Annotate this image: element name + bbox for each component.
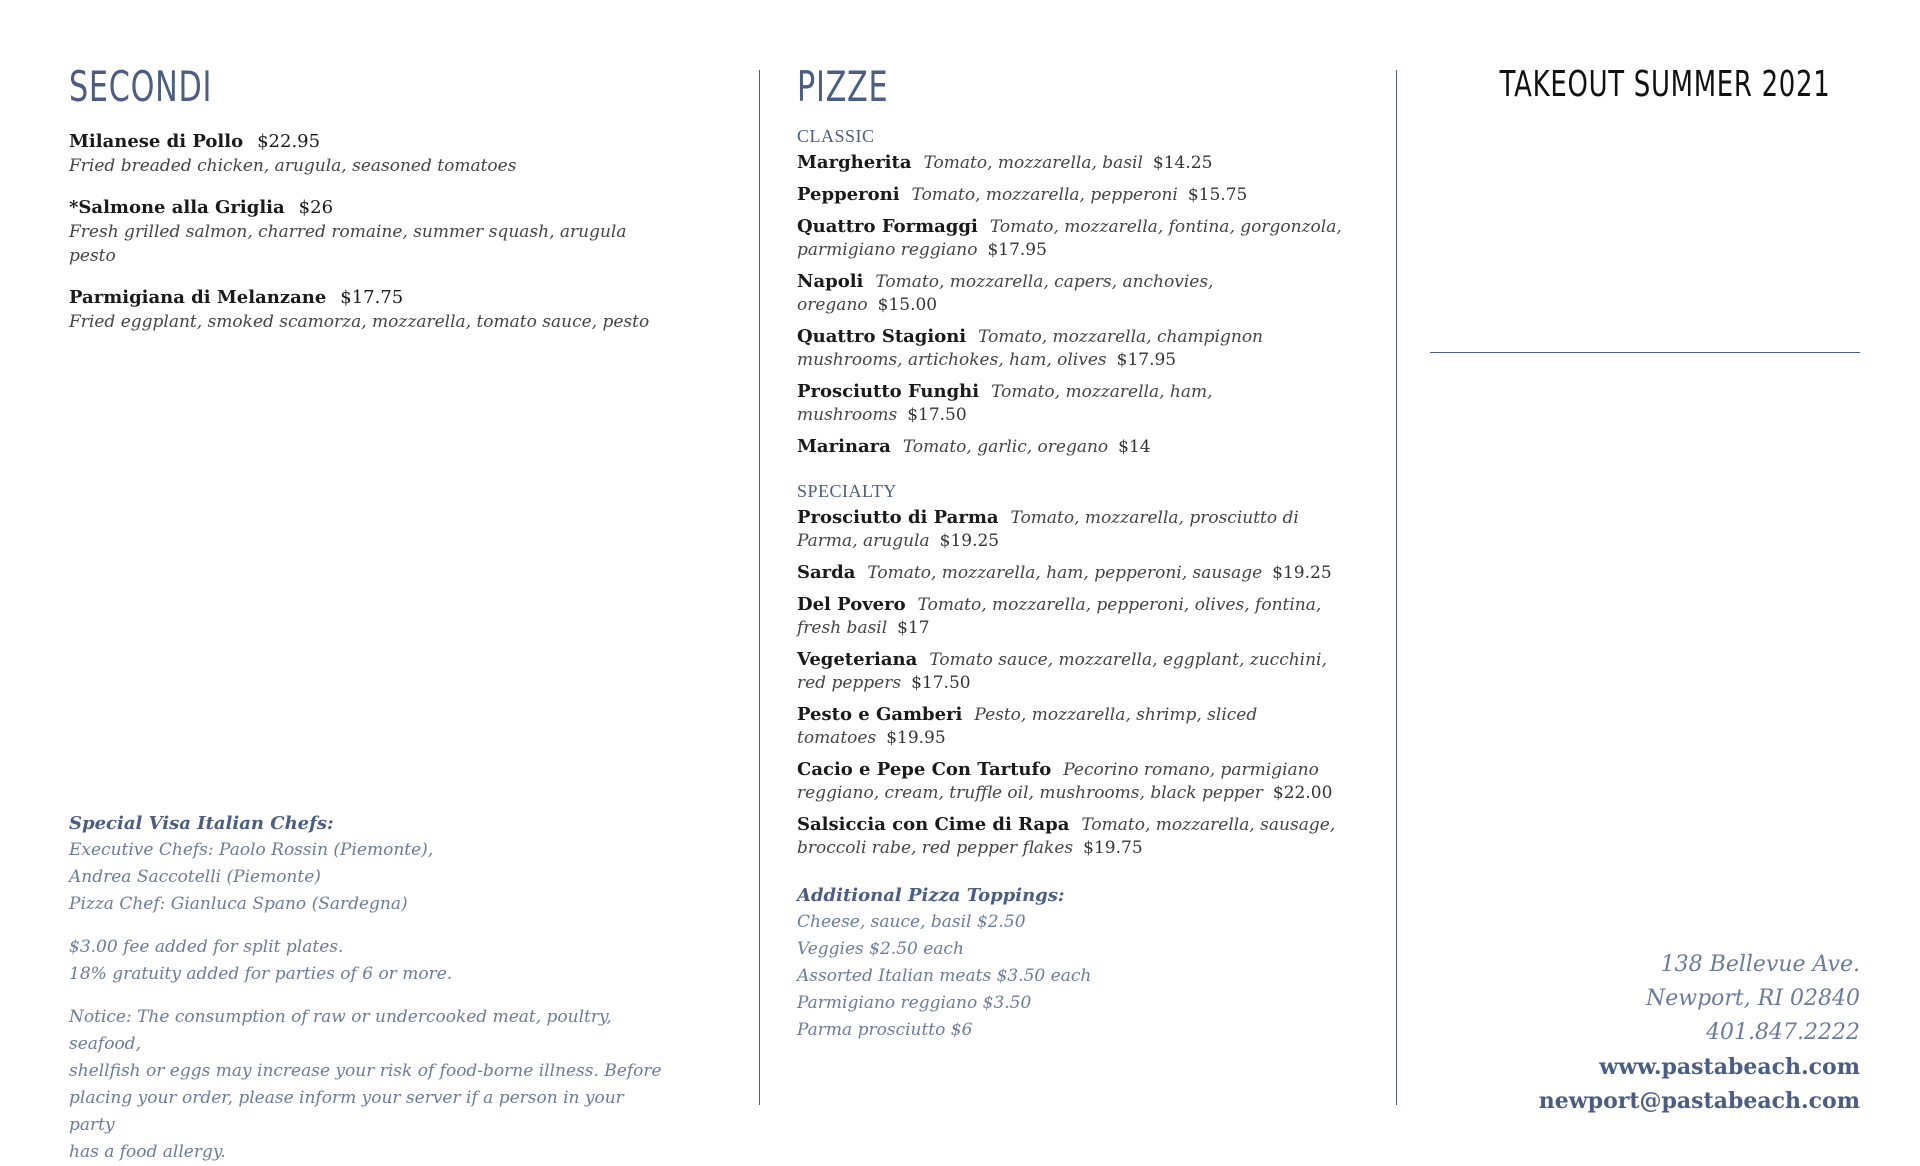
address-street: 138 Bellevue Ave. xyxy=(1660,952,1860,977)
item-price: $15.00 xyxy=(877,295,938,315)
chef-line: Executive Chefs: Paolo Rossin (Piemonte), xyxy=(69,840,434,860)
topping-line: Assorted Italian meats $3.50 each xyxy=(797,966,1092,986)
item-name: Pepperoni xyxy=(797,184,900,205)
item-name: Milanese di Pollo xyxy=(69,131,244,152)
notice-line: Notice: The consumption of raw or undercooked meat, poultry, seafood, xyxy=(69,1007,612,1054)
item-price: $17.50 xyxy=(911,673,971,693)
item-description: Pecorino romano, parmigiano reggiano, cream, truffle oil, mushrooms, black pepper xyxy=(797,760,1319,803)
item-price: $17.50 xyxy=(907,405,967,425)
menu-item xyxy=(69,196,669,268)
classic-pizza-list xyxy=(797,126,1357,459)
column-divider-2 xyxy=(1396,70,1397,1105)
item-description: Tomato, mozzarella, champignon mushrooms, artichokes, ham, olives xyxy=(797,327,1264,370)
item-name: Margherita xyxy=(797,152,912,173)
pizze-column xyxy=(797,0,1357,1044)
menu-item xyxy=(797,270,1357,317)
item-name: Vegeteriana xyxy=(797,649,918,670)
menu-item xyxy=(797,151,1357,175)
item-name: Pesto e Gamberi xyxy=(797,704,963,725)
menu-item xyxy=(797,648,1357,695)
item-name: *Salmone alla Griglia xyxy=(69,197,285,218)
menu-item xyxy=(797,380,1357,427)
item-price: $15.75 xyxy=(1187,185,1248,205)
email-link[interactable]: newport@pastabeach.com xyxy=(1538,1088,1860,1114)
topping-line: Veggies $2.50 each xyxy=(797,939,964,959)
item-price: $19.25 xyxy=(939,531,1000,551)
contact-block xyxy=(1539,948,1860,1118)
item-price: $14.25 xyxy=(1152,153,1213,173)
fee-line: 18% gratuity added for parties of 6 or more. xyxy=(69,964,453,984)
chefs-heading: Special Visa Italian Chefs: xyxy=(69,813,334,834)
item-description: Tomato, mozzarella, basil xyxy=(923,153,1143,173)
cover-column xyxy=(1430,0,1860,1166)
item-price: $22.00 xyxy=(1272,783,1333,803)
item-name: Marinara xyxy=(797,436,891,457)
fee-line: $3.00 fee added for split plates. xyxy=(69,937,344,957)
item-description: Tomato sauce, mozzarella, eggplant, zucchini, red peppers xyxy=(797,650,1327,693)
item-description: Tomato, mozzarella, ham, mushrooms xyxy=(797,382,1213,425)
secondi-list xyxy=(69,130,669,334)
item-description: Fried breaded chicken, arugula, seasoned tomatoes xyxy=(69,156,517,176)
notice-line: placing your order, please inform your server if a person in your party xyxy=(69,1088,624,1135)
item-name: Cacio e Pepe Con Tartufo xyxy=(797,759,1052,780)
item-price: $19.75 xyxy=(1083,838,1143,858)
item-name: Quattro Stagioni xyxy=(797,326,967,347)
specialty-label: SPECIALTY xyxy=(797,481,897,501)
menu-item xyxy=(797,593,1357,640)
chefs-notes xyxy=(69,810,669,1166)
item-description: Tomato, garlic, oregano xyxy=(902,437,1109,457)
topping-line: Parma prosciutto $6 xyxy=(797,1020,973,1040)
menu-item xyxy=(797,703,1357,750)
item-description: Tomato, mozzarella, pepperoni xyxy=(911,185,1178,205)
item-name: Salsiccia con Cime di Rapa xyxy=(797,814,1070,835)
item-price: $17.95 xyxy=(987,240,1047,260)
item-name: Prosciutto di Parma xyxy=(797,507,999,528)
item-description: Pesto, mozzarella, shrimp, sliced tomatoes xyxy=(797,705,1258,748)
item-name: Parmigiana di Melanzane xyxy=(69,287,327,308)
item-name: Sarda xyxy=(797,562,856,583)
item-description: Tomato, mozzarella, fontina, gorgonzola, parmigiano reggiano xyxy=(797,217,1342,260)
item-description: Tomato, mozzarella, capers, anchovies, oregano xyxy=(797,272,1214,315)
item-price: $14 xyxy=(1118,437,1151,457)
item-description: Tomato, mozzarella, pepperoni, olives, fontina, fresh basil xyxy=(797,595,1322,638)
pizze-title: PIZZE xyxy=(797,62,889,111)
item-description: Fried eggplant, smoked scamorza, mozzarella, tomato sauce, pesto xyxy=(69,312,650,332)
item-price: $19.95 xyxy=(886,728,946,748)
classic-label: CLASSIC xyxy=(797,126,875,146)
item-description: Tomato, mozzarella, prosciutto di Parma, arugula xyxy=(797,508,1299,551)
item-name: Quattro Formaggi xyxy=(797,216,978,237)
cover-divider xyxy=(1430,352,1860,353)
menu-item xyxy=(69,130,669,178)
item-name: Napoli xyxy=(797,271,864,292)
takeout-title: TAKEOUT SUMMER 2021 xyxy=(1499,64,1830,105)
item-name: Del Povero xyxy=(797,594,906,615)
item-description: Tomato, mozzarella, ham, pepperoni, sausage xyxy=(867,563,1263,583)
menu-item xyxy=(797,506,1357,553)
notice-line: shellfish or eggs may increase your risk of food-borne illness. Before xyxy=(69,1061,662,1081)
item-price: $22.95 xyxy=(257,131,321,152)
menu-item xyxy=(797,758,1357,805)
notice-line: has a food allergy. xyxy=(69,1142,226,1162)
item-price: $19.25 xyxy=(1272,563,1332,583)
menu-item xyxy=(797,813,1357,860)
item-price: $17.75 xyxy=(340,287,404,308)
menu-item xyxy=(69,286,669,334)
topping-line: Cheese, sauce, basil $2.50 xyxy=(797,912,1026,932)
pizza-toppings xyxy=(797,882,1357,1044)
menu-item xyxy=(797,561,1357,585)
menu-item xyxy=(797,325,1357,372)
item-price: $26 xyxy=(298,197,334,218)
menu-item xyxy=(797,183,1357,207)
chef-line: Andrea Saccotelli (Piemonte) xyxy=(69,867,321,887)
column-divider-1 xyxy=(759,70,760,1105)
secondi-column xyxy=(69,0,669,1166)
website-link[interactable]: www.pastabeach.com xyxy=(1599,1054,1860,1080)
item-price: $17 xyxy=(897,618,930,638)
menu-item xyxy=(797,435,1357,459)
item-description: Tomato, mozzarella, sausage, broccoli rabe, red pepper flakes xyxy=(797,815,1336,858)
chef-line: Pizza Chef: Gianluca Spano (Sardegna) xyxy=(69,894,408,914)
item-name: Prosciutto Funghi xyxy=(797,381,980,402)
toppings-heading: Additional Pizza Toppings: xyxy=(797,885,1065,906)
phone-number: 401.847.2222 xyxy=(1706,1020,1860,1045)
item-price: $17.95 xyxy=(1116,350,1177,370)
menu-item xyxy=(797,215,1357,262)
address-city: Newport, RI 02840 xyxy=(1645,986,1860,1011)
secondi-title: SECONDI xyxy=(69,62,213,111)
item-description: Fresh grilled salmon, charred romaine, summer squash, arugula pesto xyxy=(69,222,627,266)
topping-line: Parmigiano reggiano $3.50 xyxy=(797,993,1032,1013)
specialty-pizza-list xyxy=(797,481,1357,860)
